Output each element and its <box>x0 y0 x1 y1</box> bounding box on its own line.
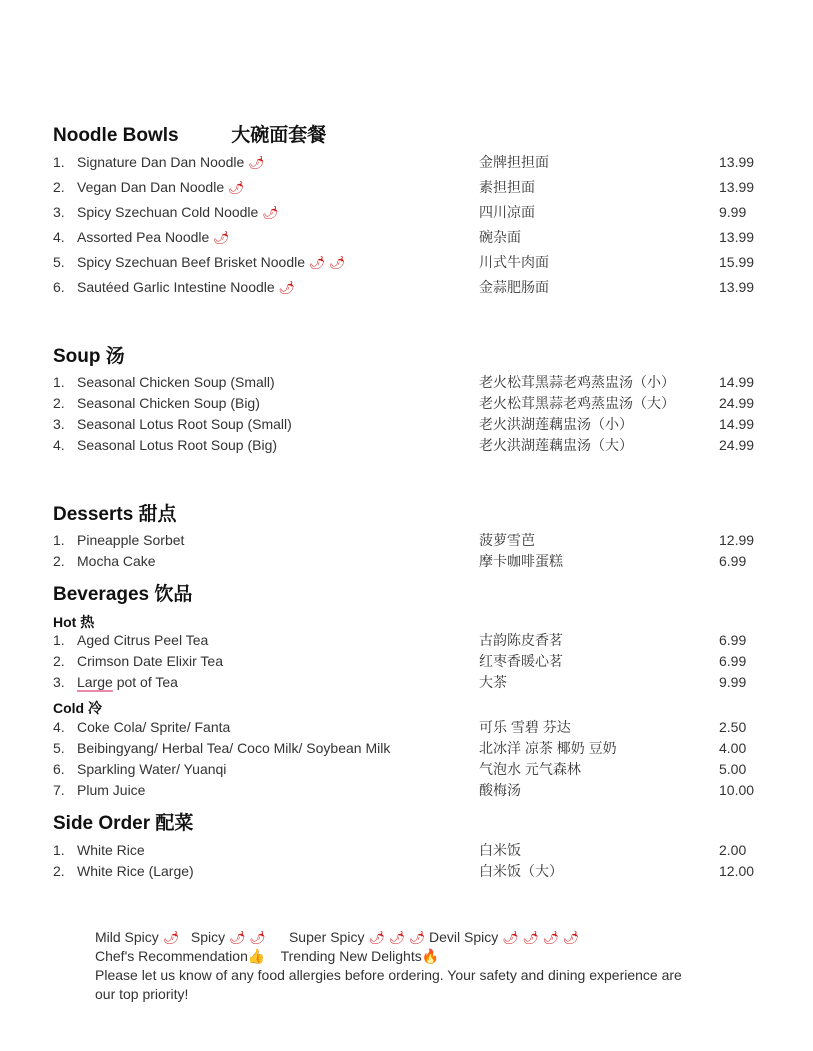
item-name-cn: 金蒜肥肠面 <box>479 279 549 295</box>
item-name-text: Plum Juice <box>77 782 146 798</box>
item-name-cn: 素担担面 <box>479 179 535 195</box>
item-name-cn: 菠萝雪芭 <box>479 532 535 548</box>
chili-pepper-icon: 🌶 <box>224 180 245 195</box>
item-name-text: Crimson Date Elixir Tea <box>77 653 224 669</box>
item-name-text: Sautéed Garlic Intestine Noodle <box>77 279 275 295</box>
chili-pepper-icon: 🌶 <box>258 205 279 220</box>
item-name-text: Assorted Pea Noodle <box>77 229 210 245</box>
item-name-en <box>77 760 226 778</box>
item-name-en <box>77 862 194 880</box>
item-name-text: Seasonal Chicken Soup (Big) <box>77 395 260 411</box>
item-number: 4. <box>53 229 65 245</box>
item-price: 14.99 <box>719 374 755 390</box>
item-price: 6.99 <box>719 653 747 669</box>
item-name-en <box>77 781 145 799</box>
item-number: 2. <box>53 863 65 879</box>
section-title-beverages: Beverages 饮品 <box>53 584 193 605</box>
item-name-en <box>77 531 184 549</box>
item-name-en <box>77 739 390 757</box>
item-price: 13.99 <box>719 229 755 245</box>
item-number: 2. <box>53 395 65 411</box>
item-number: 1. <box>53 842 65 858</box>
item-number: 4. <box>53 719 65 735</box>
item-number: 1. <box>53 532 65 548</box>
item-name-cn: 可乐 雪碧 芬达 <box>479 719 571 735</box>
item-name-rest: pot of Tea <box>112 674 178 690</box>
chili-pepper-icon: 🌶 🌶 🌶 🌶 <box>502 930 579 945</box>
item-name-cn: 碗杂面 <box>479 229 521 245</box>
item-name-cn: 红枣香暖心茗 <box>479 653 563 669</box>
item-name-underlined-word: Large <box>77 674 113 690</box>
item-name-text: Vegan Dan Dan Noodle <box>77 179 225 195</box>
item-price: 14.99 <box>719 416 755 432</box>
item-price: 9.99 <box>719 674 747 690</box>
item-name-en <box>77 718 230 736</box>
item-name-cn: 大茶 <box>479 674 507 690</box>
item-name-text: White Rice <box>77 842 145 858</box>
item-name-text: Seasonal Lotus Root Soup (Big) <box>77 437 278 453</box>
item-price: 6.99 <box>719 553 747 569</box>
item-name-cn: 摩卡咖啡蛋糕 <box>479 553 563 569</box>
item-name-text: Sparkling Water/ Yuanqi <box>77 761 227 777</box>
item-name-cn: 酸梅汤 <box>479 782 521 798</box>
item-number: 3. <box>53 674 65 690</box>
chili-pepper-icon: 🌶 <box>244 155 265 170</box>
section-title-side-order: Side Order 配菜 <box>53 813 194 834</box>
item-name-cn: 老火松茸黑蒜老鸡蒸盅汤（大） <box>479 395 675 411</box>
item-name-text: Spicy Szechuan Beef Brisket Noodle <box>77 254 306 270</box>
item-name-en <box>77 394 260 412</box>
item-name-cn: 老火松茸黑蒜老鸡蒸盅汤（小） <box>479 374 675 390</box>
chili-pepper-icon: 🌶 <box>162 930 180 945</box>
item-name-cn: 四川凉面 <box>479 204 535 220</box>
item-name-cn: 白米饭 <box>479 842 521 858</box>
item-name-en <box>77 673 178 691</box>
section-title-soup: Soup 汤 <box>53 346 125 367</box>
legend-devil-spicy: Devil Spicy <box>428 929 499 945</box>
section-title-en: Noodle Bowls <box>53 125 179 146</box>
item-name-en <box>77 373 275 391</box>
subsection-cold: Cold 冷 <box>53 700 102 716</box>
item-price: 12.00 <box>719 863 755 879</box>
item-name-en <box>77 841 145 859</box>
item-name-en <box>77 631 208 649</box>
subsection-hot: Hot 热 <box>53 614 95 630</box>
item-name-en <box>77 153 264 172</box>
item-price: 5.00 <box>719 761 747 777</box>
item-number: 3. <box>53 204 65 220</box>
section-title-noodle-bowls <box>53 120 326 147</box>
item-price: 13.99 <box>719 154 755 170</box>
item-name-text: White Rice (Large) <box>77 863 194 879</box>
item-name-en <box>77 178 244 197</box>
item-number: 2. <box>53 653 65 669</box>
item-name-en <box>77 203 278 222</box>
item-name-cn: 老火洪湖莲藕盅汤（小） <box>479 416 633 432</box>
item-price: 24.99 <box>719 437 755 453</box>
legend-chef-recommendation: Chef's Recommendation <box>95 948 248 964</box>
item-name-en <box>77 552 156 570</box>
allergy-notice-line-2: our top priority! <box>95 986 189 1002</box>
item-name-en <box>77 436 277 454</box>
item-price: 2.00 <box>719 842 747 858</box>
item-number: 1. <box>53 154 65 170</box>
item-name-en <box>77 652 223 670</box>
item-name-en <box>77 278 295 297</box>
section-title-desserts: Desserts 甜点 <box>53 504 177 525</box>
item-number: 1. <box>53 374 65 390</box>
item-name-text: Aged Citrus Peel Tea <box>77 632 209 648</box>
item-price: 24.99 <box>719 395 755 411</box>
item-number: 5. <box>53 740 65 756</box>
item-number: 1. <box>53 632 65 648</box>
item-name-en <box>77 253 345 272</box>
item-number: 6. <box>53 761 65 777</box>
item-number: 3. <box>53 416 65 432</box>
item-name-text: Seasonal Chicken Soup (Small) <box>77 374 275 390</box>
item-name-cn: 老火洪湖莲藕盅汤（大） <box>479 437 633 453</box>
item-price: 15.99 <box>719 254 755 270</box>
spice-legend <box>95 928 579 947</box>
item-name-cn: 金牌担担面 <box>479 154 549 170</box>
item-number: 2. <box>53 553 65 569</box>
chili-pepper-icon: 🌶 🌶 🌶 <box>368 930 426 945</box>
item-name-cn: 古韵陈皮香茗 <box>479 632 563 648</box>
item-name-cn: 气泡水 元气森林 <box>479 761 581 777</box>
thumbs-up-icon: 👍 <box>247 948 266 964</box>
item-name-text: Mocha Cake <box>77 553 156 569</box>
item-price: 6.99 <box>719 632 747 648</box>
item-number: 7. <box>53 782 65 798</box>
item-price: 12.99 <box>719 532 755 548</box>
chili-pepper-icon: 🌶 <box>274 280 295 295</box>
item-name-text: Signature Dan Dan Noodle <box>77 154 245 170</box>
item-name-text: Beibingyang/ Herbal Tea/ Coco Milk/ Soybean Milk <box>77 740 391 756</box>
item-number: 4. <box>53 437 65 453</box>
item-name-text: Coke Cola/ Sprite/ Fanta <box>77 719 231 735</box>
section-title-cn: 大碗面套餐 <box>231 125 327 146</box>
item-name-cn: 川式牛肉面 <box>479 254 549 270</box>
item-price: 2.50 <box>719 719 747 735</box>
legend-super-spicy: Super Spicy <box>288 929 365 945</box>
item-name-text: Pineapple Sorbet <box>77 532 185 548</box>
item-number: 2. <box>53 179 65 195</box>
item-price: 13.99 <box>719 179 755 195</box>
item-name-text: Seasonal Lotus Root Soup (Small) <box>77 416 292 432</box>
item-number: 6. <box>53 279 65 295</box>
allergy-notice-line-1: Please let us know of any food allergies before ordering. Your safety and dining experience are <box>95 967 682 983</box>
item-name-en <box>77 228 229 247</box>
item-price: 4.00 <box>719 740 747 756</box>
item-name-text: Spicy Szechuan Cold Noodle <box>77 204 259 220</box>
fire-icon: 🔥 <box>421 948 440 964</box>
item-number: 5. <box>53 254 65 270</box>
legend-spicy: Spicy <box>190 929 226 945</box>
legend-mild: Mild Spicy <box>95 929 159 945</box>
item-name-en <box>77 415 292 433</box>
chili-pepper-icon: 🌶 <box>209 230 230 245</box>
recommendation-legend <box>95 947 439 966</box>
item-price: 10.00 <box>719 782 755 798</box>
item-price: 13.99 <box>719 279 755 295</box>
item-name-cn: 北冰洋 凉茶 椰奶 豆奶 <box>479 740 617 756</box>
item-price: 9.99 <box>719 204 747 220</box>
legend-trending: Trending New Delights <box>280 948 422 964</box>
item-name-cn: 白米饭（大） <box>479 863 563 879</box>
chili-pepper-icon: 🌶 🌶 <box>229 930 266 945</box>
chili-pepper-icon: 🌶 🌶 <box>305 255 346 270</box>
